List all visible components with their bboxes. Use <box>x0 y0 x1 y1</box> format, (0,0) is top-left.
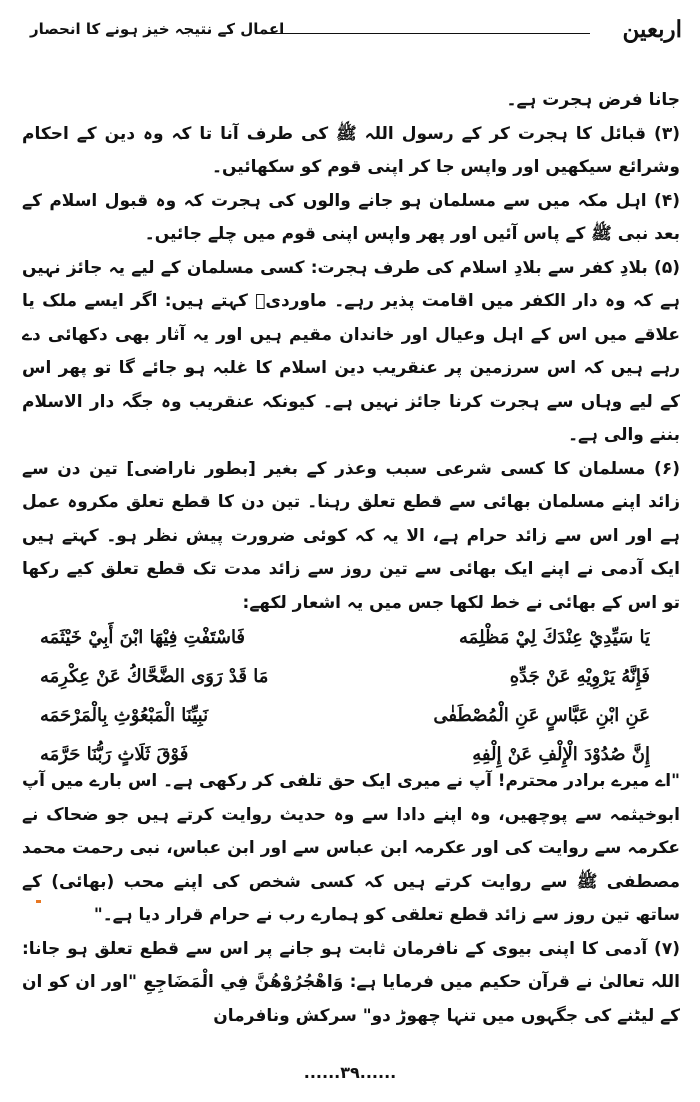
poem-first-hemistich: عَنِ ابْنِ عَبَّاسٍ عَنِ الْمُصْطَفٰى <box>433 705 650 726</box>
poem-first-hemistich: يَا سَيِّدِيْ عِنْدَكَ لِيْ مَظْلِمَه <box>459 627 650 648</box>
paragraph-continuation: جانا فرض ہجرت ہے۔ <box>506 90 680 110</box>
margin-mark <box>36 900 41 903</box>
poem-verse <box>40 657 650 696</box>
book-title: اربعین <box>622 16 682 43</box>
main-text-bottom <box>22 765 680 1033</box>
poem-second-hemistich: مَا قَدْ رَوَى الضَّحَّاكُ عَنْ عِكْرِمَه <box>40 666 269 687</box>
poem-first-hemistich: إِنَّ صُدُوْدَ الْإِلْفِ عَنْ إِلْفِهِ <box>472 744 650 765</box>
main-text-top <box>22 84 680 620</box>
poem-second-hemistich: نَبِيِّنَا الْمَبْعُوْثِ بِالْمَرْحَمَه <box>40 705 209 726</box>
paragraph-item-4: (۴) اہل مکہ میں سے مسلمان ہو جانے والوں کی ہجرت کہ وہ قبول اسلام کے بعد نبی ﷺ کے پاس آئیں اور پھر واپس اپنی قوم میں چلے جائیں۔ <box>22 190 680 244</box>
poem-translation: "اے میرے برادر محترم! آپ نے میری ایک حق تلفی کر رکھی ہے۔ اس بارے میں آپ ابوخیثمہ سے پوچھیں، وہ اپنے دادا سے وہ حدیث روایت کرتے ہیں جو ضحاک نے عکرمہ سے روایت کی اور عکرمہ ابن عباس سے اور ابن عباس، نبی رحمت محمد مصطفی ﷺ سے روایت کرتے ہیں کہ کسی شخص کی اپنے محب (بھائی) کے ساتھ تین روز سے زائد قطع تعلقی کو ہمارے رب نے حرام قرار دیا ہے۔" <box>22 771 680 925</box>
arabic-poem <box>40 618 650 774</box>
page-number: ......٣٩...... <box>303 1063 397 1082</box>
poem-first-hemistich: فَإِنَّهُ يَرْوِيْهِ عَنْ جَدِّهِ <box>509 666 650 687</box>
poem-verse <box>40 696 650 735</box>
paragraph-item-6: (۶) مسلمان کا کسی شرعی سبب وعذر کے بغیر [بطور ناراضی] تین دن سے زائد اپنے مسلمان بھائی سے قطع تعلق رہنا۔ تین دن کا قطع تعلق مکروہ عمل ہے اور اس سے زائد حرام ہے، الا یہ کہ کوئی ضرورت پیش نظر ہو۔ کہتے ہیں ایک آدمی نے اپنے ایک بھائی سے تین روز سے زائد مدت تک قطع تعلق کیے رکھا تو اس کے بھائی نے خط لکھا جس میں یہ اشعار لکھے: <box>22 458 680 613</box>
running-header <box>20 16 682 50</box>
poem-second-hemistich: فَوْقَ ثَلَاثٍ رَبُّنَا حَرَّمَه <box>40 744 189 765</box>
poem-verse <box>40 618 650 657</box>
paragraph-item-7: (۷) آدمی کا اپنی بیوی کے نافرمان ثابت ہو جانے پر اس سے قطع تعلق ہو جانا: اللہ تعالیٰ نے قرآن حکیم میں فرمایا ہے: وَاهْجُرُوْهُنَّ فِي الْمَضَاجِعِ "اور ان کو ان کے لیٹنے کی جگہوں میں تنہا چھوڑ دو" سرکش ونافرمان <box>22 938 680 1026</box>
paragraph-item-5: (۵) بلادِ کفر سے بلادِ اسلام کی طرف ہجرت: کسی مسلمان کے لیے یہ جائز نہیں ہے کہ وہ دار الکفر میں اقامت پذیر رہے۔ ماوردیؒ کہتے ہیں: اگر ایسے ملک یا علاقے میں اس کے اہل وعیال اور خاندان مقیم ہیں اور یہ آثار بھی دکھائی دے رہے ہیں کہ اس سرزمین پر عنقریب دین اسلام کا غلبہ ہو جائے گا تو پھر اس کے لیے وہاں سے ہجرت کرنا جائز نہیں ہے۔ کیونکہ عنقریب وہ جگہ دار الاسلام بننے والی ہے۔ <box>22 257 680 445</box>
paragraph-item-3: (۳) قبائل کا ہجرت کر کے رسول اللہ ﷺ کی طرف آنا تا کہ وہ دین کے احکام وشرائع سیکھیں اور واپس جا کر اپنی قوم کو سکھائیں۔ <box>22 123 680 177</box>
chapter-title: اعمال کے نتیجہ خیز ہونے کا انحصار <box>30 20 285 38</box>
poem-second-hemistich: فَاسْتَفْتِ فِيْهَا ابْنَ أَبِيْ خَيْثَمَه <box>40 627 246 648</box>
header-rule <box>265 33 590 34</box>
